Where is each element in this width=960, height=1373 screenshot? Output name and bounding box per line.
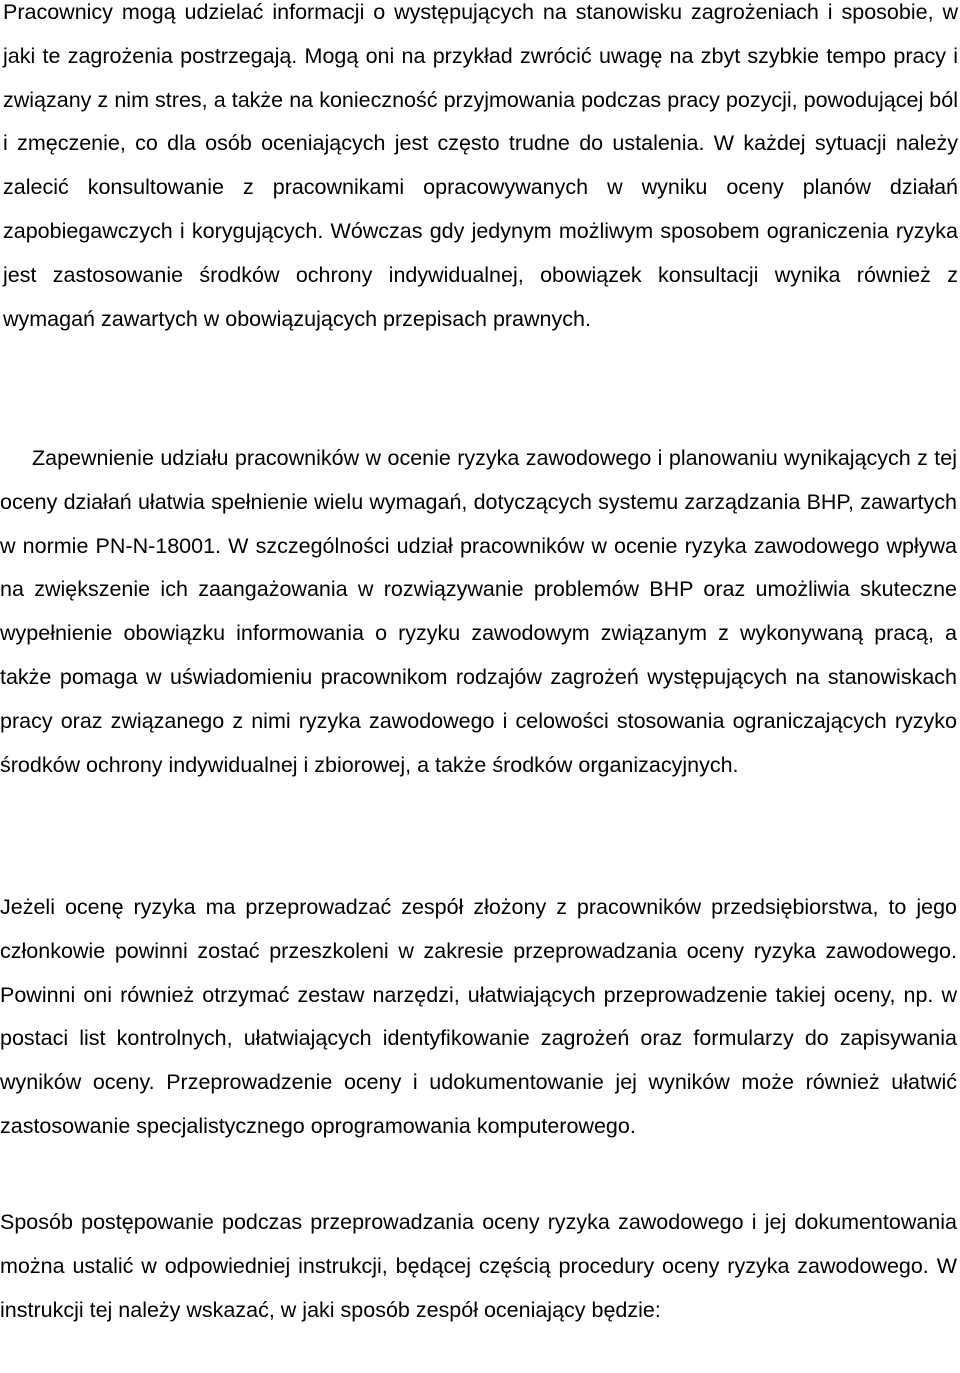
paragraph-participation-benefits [0, 437, 957, 787]
paragraph-workers-information: Pracownicy mogą udzielać informacji o występujących na stanowisku zagrożeniach i sposobie, w jaki te zagrożenia postrzegają. Mogą oni na przykład zwrócić uwagę na zbyt szybkie tempo pracy i związany z nim stres, a także na konieczność przyjmowania podczas pracy pozycji, powodującej ból i zmęczenie, co dla osób oceniających jest często trudne do ustalenia. W każdej sytuacji należy zalecić konsultowanie z pracownikami opracowywanych w wyniku oceny planów działań zapobiegawczych i korygujących. Wówczas gdy jedynym możliwym sposobem ograniczenia ryzyka jest zastosowanie środków ochrony indywidualnej, obowiązek konsultacji wynika również z wymagań zawartych w obowiązujących przepisach prawnych. [3, 0, 958, 331]
paragraph-team-training: Jeżeli ocenę ryzyka ma przeprowadzać zespół złożony z pracowników przedsiębiorstwa, to jego członkowie powinni zostać przeszkoleni w zakresie przeprowadzania oceny ryzyka zawodowego. Powinni oni również otrzymać zestaw narzędzi, ułatwiających przeprowadzenie takiej oceny, np. w postaci list kontrolnych, ułatwiających identyfikowanie zagrożeń oraz formularzy do zapisywania wyników oceny. Przeprowadzenie oceny i udokumentowanie jej wyników może również ułatwić zastosowanie specjalistycznego oprogramowania komputerowego. [0, 895, 957, 1138]
paragraph-participation-text: Zapewnienie udziału pracowników w ocenie ryzyka zawodowego i planowaniu wynikających z tej oceny działań ułatwia spełnienie wielu wymagań, dotyczących systemu zarządzania BHP, zawartych w normie PN-N-18001. W szczególności udział pracowników w ocenie ryzyka zawodowego wpływa na zwiększenie ich zaangażowania w rozwiązywanie problemów BHP oraz umożliwia skuteczne wypełnienie obowiązku informowania o ryzyku zawodowym związanym z wykonywaną pracą, a także pomaga w uświadomieniu pracownikom rodzajów zagrożeń występujących na stanowiskach pracy oraz związanego z nimi ryzyka zawodowego i celowości stosowania ograniczających ryzyko środków ochrony indywidualnej i zbiorowej, a także środków organizacyjnych. [0, 446, 957, 777]
paragraph-procedure-instruction: Sposób postępowanie podczas przeprowadzania oceny ryzyka zawodowego i jej dokumentowania można ustalić w odpowiedniej instrukcji, będącej częścią procedury oceny ryzyka zawodowego. W instrukcji tej należy wskazać, w jaki sposób zespół oceniający będzie: [0, 1210, 957, 1322]
